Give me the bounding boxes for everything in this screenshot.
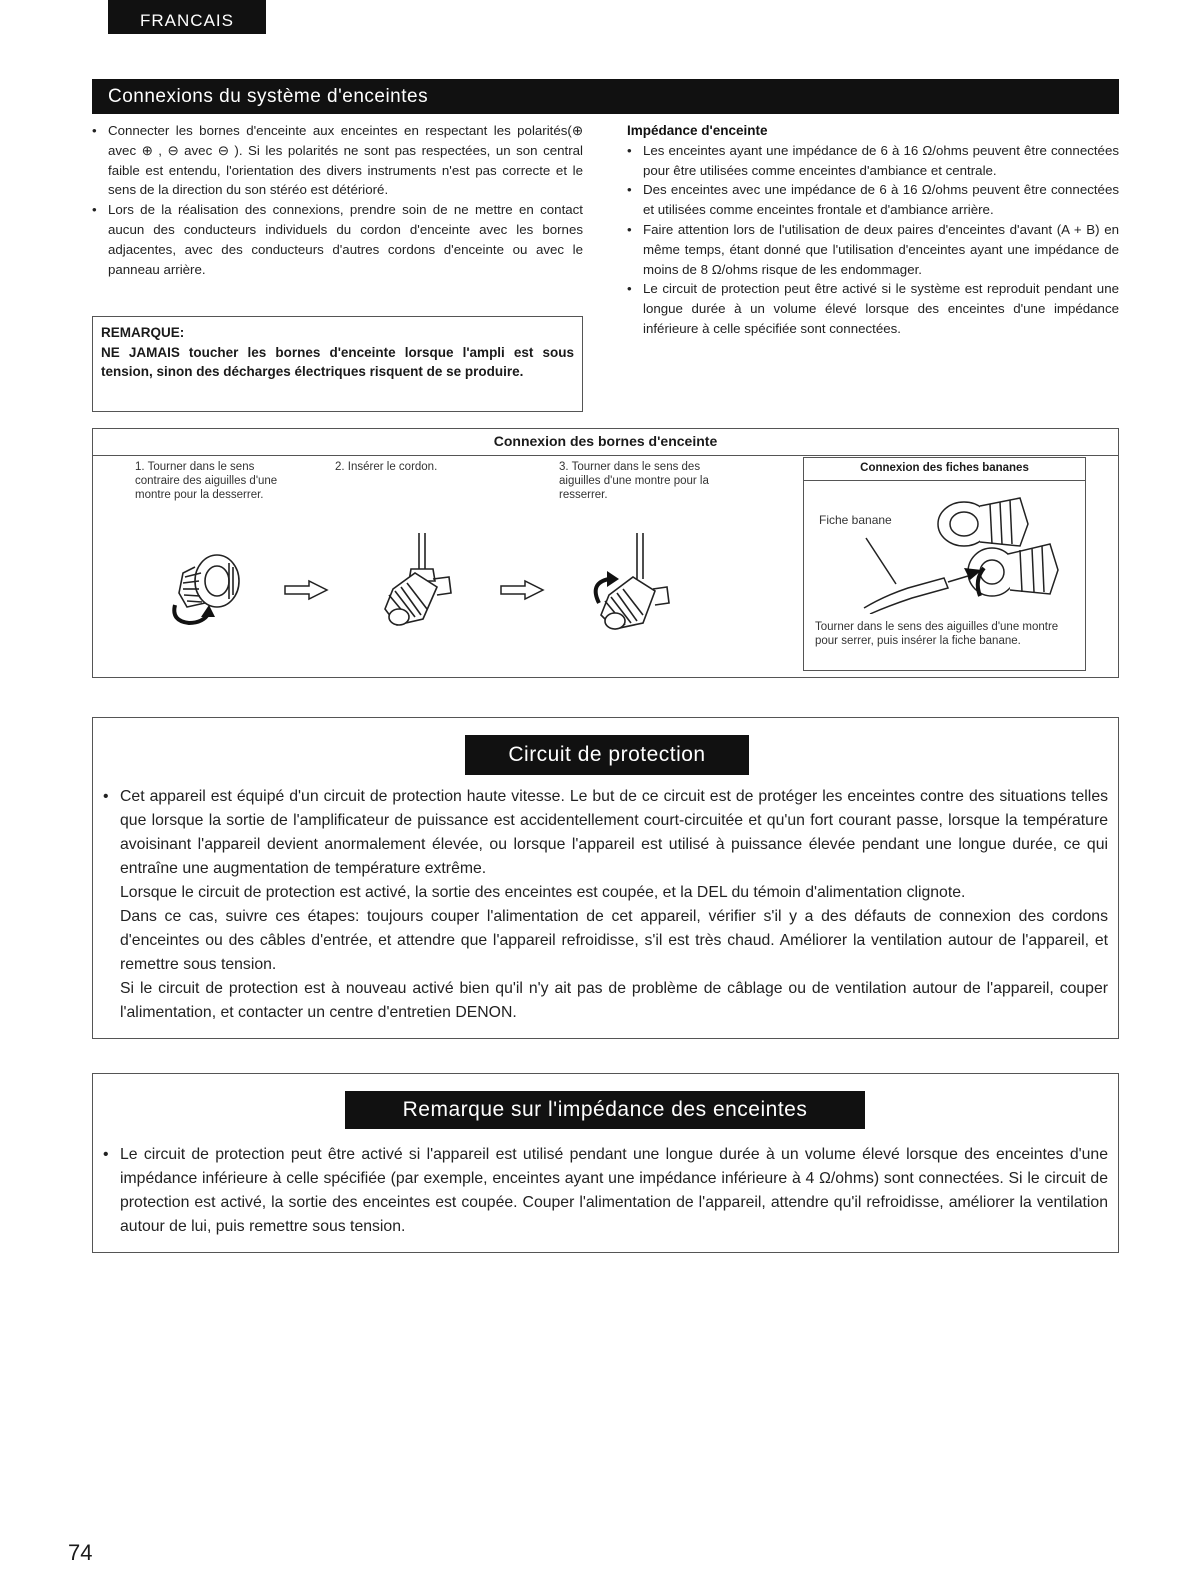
terminal-tighten-icon [579,533,679,637]
language-tab: FRANCAIS [108,0,266,34]
banana-plug-box [803,457,1086,671]
connection-bullets [92,121,583,279]
protection-para: Si le circuit de protection est à nouveau activé bien qu'il n'y ait pas de problème de câblage ou de ventilation autour de l'appareil, couper l'alimentation, et contacter un centre d'entretien DENON. [120,980,1108,1021]
list-item: • Le circuit de protection peut être activé si l'appareil est utilisé pendant une longue durée à un volume élevé lorsque des enceintes d'une impédance inférieure à celle spécifiée (par exemple, enceintes ayant une impédance inférieure à 4 Ω/ohms) sont connectées. Si le circuit de protection est activé, la sortie des enceintes est coupée. Couper l'alimentation de l'appareil, attendre qu'il refroidisse, améliorer la ventilation autour de lui, puis remettre sous tension. [103,1143,1108,1239]
left-column [92,121,583,279]
impedance-note-title: Remarque sur l'impédance des enceintes [345,1091,865,1129]
terminal-diagram-box [92,428,1119,678]
note-heading: REMARQUE: [101,325,185,340]
banana-caption: Tourner dans le sens des aiguilles d'une montre pour serrer, puis insérer la fiche banane. [815,621,1059,647]
impedance-note-box [92,1073,1119,1253]
next-step-arrow-icon [499,579,545,601]
banana-title: Connexion des fiches bananes [860,462,1029,474]
page-number: 74 [68,1540,93,1565]
impedance-bullets [627,141,1119,339]
protection-title: Circuit de protection [465,735,749,775]
diagram-title: Connexion des bornes d'enceinte [493,433,718,449]
banana-plug-label: Fiche banane [819,513,892,527]
protection-circuit-box [92,717,1119,1039]
banana-divider [804,480,1085,481]
list-item: • Les enceintes ayant une impédance de 6 à 16 Ω/ohms peuvent être connectées pour être utilisées comme enceintes d'ambiance et centrale. [627,141,1119,181]
step-3-text: 3. Tourner dans le sens des aiguilles d'une montre pour la resserrer. [559,461,709,501]
terminal-loosen-icon [163,549,253,629]
warning-note-box [92,316,583,412]
note-text: NE JAMAIS toucher les bornes d'enceinte lorsque l'ampli est sous tension, sinon des décharges électriques risquent de se produire. [101,344,574,379]
protection-para: Dans ce cas, suivre ces étapes: toujours couper l'alimentation de cet appareil, vérifier s'il y a des défauts de connexion des cordons d'enceintes ou des câbles d'entrée, et attendre que l'appareil refroidisse, s'il est très chaud. Améliorer la ventilation autour de l'appareil, et remettre sous tension. [120,908,1108,973]
list-item: • Des enceintes avec une impédance de 6 à 16 Ω/ohms peuvent être connectées et utilisées comme enceintes frontale et d'ambiance arrière. [627,180,1119,220]
diagram-divider [93,455,1118,456]
list-item: • Cet appareil est équipé d'un circuit de protection haute vitesse. Le but de ce circuit est de protéger les enceintes contre des situations telles que lorsque la sortie de l'amplificateur de puissance est accidentellement court-circuitée et qu'un fort courant passe, lorsque la température avoisinant l'appareil devient anormalement élevée, ou lorsque l'appareil est utilisé à puissance élevée pendant une longue durée, ce qui entraîne une augmentation de température extrême. [103,785,1108,881]
step-2-text: 2. Insérer le cordon. [335,461,438,473]
list-item: • Lors de la réalisation des connexions, prendre soin de ne mettre en contact aucun des conducteurs individuels du cordon d'enceinte avec les bornes adjacentes, avec des conducteurs d'autres cordons d'enceinte ou avec le panneau arrière. [92,200,583,279]
list-item: • Connecter les bornes d'enceinte aux enceintes en respectant les polarités(⊕ avec ⊕ , ⊖ avec ⊖ ). Si les polarités ne sont pas respectées, un son central faible est entendu, l'orientation des divers instruments n'est pas correcte et le sens de la direction du son stéréo est détérioré. [92,121,583,200]
impedance-note-body [103,1143,1108,1239]
impedance-column [627,121,1119,339]
step-1-text: 1. Tourner dans le sens contraire des aiguilles d'une montre pour la desserrer. [135,461,278,501]
list-item: • Le circuit de protection peut être activé si le système est reproduit pendant une longue durée à un volume élevé lorsque des enceintes d'une impédance inférieure à celle spécifiée sont connectées. [627,279,1119,338]
banana-plug-icon [844,484,1084,614]
protection-para: Lorsque le circuit de protection est activé, la sortie des enceintes est coupée, et la DEL du témoin d'alimentation clignote. [120,884,966,901]
insert-wire-icon [375,533,465,633]
list-item: • Faire attention lors de l'utilisation de deux paires d'enceintes d'avant (A + B) en même temps, étant donné que l'utilisation d'enceintes ayant une impédance de moins de 8 Ω/ohms risque de les endommager. [627,220,1119,279]
protection-body [103,785,1108,1025]
next-step-arrow-icon [283,579,329,601]
section-title-speaker-connections: Connexions du système d'enceintes [92,79,1119,114]
impedance-heading: Impédance d'enceinte [627,123,768,138]
